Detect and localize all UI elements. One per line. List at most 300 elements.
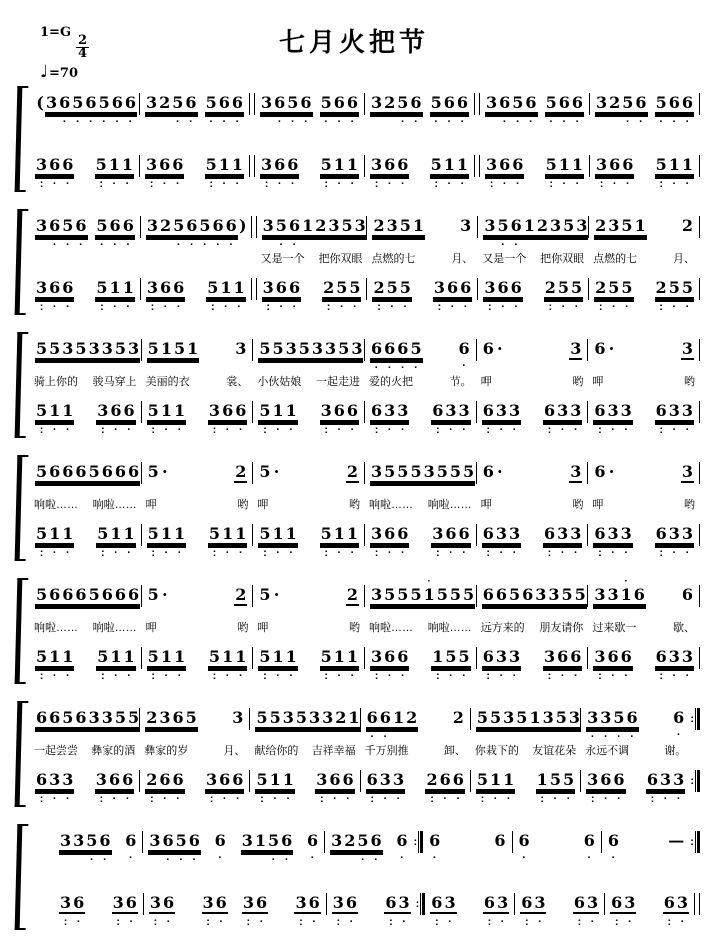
note-digit: 3 — [445, 401, 457, 420]
octave-dot-high — [448, 86, 451, 93]
note-digit: 6 — [681, 585, 694, 604]
note-group — [483, 271, 522, 315]
page-title: 七月火把节 — [278, 27, 429, 57]
lyric-cell — [54, 867, 142, 884]
note — [127, 578, 140, 622]
note — [334, 701, 347, 745]
note — [392, 763, 405, 807]
note — [498, 148, 511, 192]
measure — [257, 209, 367, 253]
note-digit: 6 — [219, 770, 231, 789]
note-digit: 5 — [36, 524, 48, 543]
note — [383, 394, 396, 438]
lyric: 过来歇一 — [592, 622, 637, 634]
octave-dot-low: : — [659, 547, 664, 559]
octave-dot-low: · — [387, 362, 392, 374]
note-digit: 1 — [346, 524, 359, 543]
measure — [365, 640, 476, 684]
note-group — [260, 86, 313, 130]
octave-dot-high — [119, 332, 122, 339]
octave-dot-high — [686, 455, 689, 462]
note-digit: 5 — [256, 708, 268, 727]
note — [425, 763, 438, 807]
octave-dot-low: · — [222, 116, 227, 128]
note-digit: 5 — [490, 708, 502, 727]
note-digit: 6 — [510, 216, 522, 235]
note-digit: 3 — [146, 155, 158, 174]
lyric: 远方来的 — [480, 622, 525, 634]
measure — [140, 86, 249, 130]
note-digit: 3 — [397, 401, 409, 420]
note — [458, 394, 471, 438]
lyric: 呷 — [480, 499, 492, 511]
note-group — [147, 394, 186, 438]
note — [282, 763, 295, 807]
note-group — [205, 86, 244, 130]
octave-dot-low: · — [222, 793, 227, 805]
octave-dot-high — [599, 578, 602, 585]
note-digit: 1 — [392, 708, 405, 727]
note — [586, 763, 599, 807]
octave-dot-high — [450, 517, 453, 524]
note — [482, 640, 495, 684]
note-group — [366, 701, 419, 745]
note-digit: 2 — [406, 708, 418, 727]
barline — [699, 647, 700, 669]
note-digit: 2 — [655, 278, 667, 297]
octave-dot-high — [454, 455, 457, 462]
octave-dot-high — [566, 578, 569, 585]
lyrics-row — [54, 867, 700, 884]
octave-dot-high — [311, 824, 314, 831]
octave-dot-high — [278, 86, 281, 93]
note-group — [315, 763, 354, 807]
note-digit: 5 — [86, 831, 98, 850]
octave-dot-low: : — [210, 301, 215, 313]
octave-dot-low: · — [383, 793, 388, 805]
octave-dot-high — [106, 455, 109, 462]
note-digit: 6 — [274, 93, 286, 112]
note-digit: 1 — [634, 216, 646, 235]
note-digit: 3 — [570, 462, 582, 481]
note — [198, 209, 211, 253]
note-digit: 3 — [681, 339, 694, 358]
note-digit: 5 — [127, 708, 140, 727]
octave-dot-high — [615, 886, 618, 893]
octave-dot-low: · — [189, 116, 193, 128]
octave-dot-high — [264, 455, 267, 462]
note-group — [595, 148, 634, 192]
note-digit: 6 — [308, 893, 320, 912]
note-group — [262, 209, 315, 253]
note — [172, 209, 185, 253]
note — [350, 332, 363, 376]
note-digit: 3 — [332, 893, 344, 912]
note — [383, 578, 396, 622]
octave-dot-low: : — [549, 178, 553, 190]
note-digit: 5 — [681, 278, 693, 297]
note-digit: 1 — [220, 278, 232, 297]
note — [607, 640, 620, 684]
note-digit: 3 — [594, 585, 606, 604]
note-digit: 6 — [366, 708, 378, 727]
measure — [141, 271, 251, 315]
note-digit: 6 — [111, 93, 123, 112]
note-digit: 3 — [681, 524, 694, 543]
note-group — [208, 394, 247, 438]
note — [439, 763, 452, 807]
octave-dot-high — [500, 517, 503, 524]
octave-dot-low: : — [324, 547, 328, 559]
lyric-cell — [513, 867, 601, 884]
octave-dot-high — [487, 394, 490, 401]
note — [160, 394, 173, 438]
note — [370, 148, 383, 192]
note — [175, 824, 188, 868]
note — [260, 148, 273, 192]
measure — [142, 332, 253, 376]
octave-dot-high — [463, 332, 466, 339]
note-digit: 6 — [159, 155, 171, 174]
lyric-cell — [480, 129, 589, 146]
note — [95, 271, 108, 315]
note-group — [370, 394, 409, 438]
note-digit: 6 — [397, 524, 409, 543]
note-digit: 5 — [295, 708, 307, 727]
octave-dot-high — [80, 209, 83, 216]
note — [173, 332, 186, 376]
octave-dot-high — [677, 763, 680, 770]
note-digit: 5 — [259, 524, 271, 543]
note-digit: 2 — [544, 278, 556, 297]
octave-dot-low: · — [279, 239, 284, 251]
note — [436, 455, 449, 499]
octave-dot-high — [547, 701, 550, 708]
octave-dot-low: · — [292, 239, 297, 251]
octave-dot-low — [38, 115, 41, 128]
octave-dot-low: · — [229, 239, 234, 251]
note — [221, 517, 234, 561]
note — [328, 763, 341, 807]
octave-dot-high — [164, 271, 167, 278]
octave-dot-high — [313, 886, 316, 893]
octave-dot-low: : — [540, 793, 545, 805]
note — [285, 517, 298, 561]
note-group — [476, 763, 515, 807]
octave-dot-low: · — [561, 301, 566, 313]
octave-dot-high — [626, 86, 629, 93]
note — [145, 148, 158, 192]
note-group — [520, 886, 546, 930]
note-digit: 3 — [557, 401, 569, 420]
note — [668, 394, 681, 438]
note-digit: 3 — [62, 339, 74, 358]
octave-dot-low: · — [611, 670, 615, 682]
measure — [253, 578, 364, 622]
note-digit: · — [497, 339, 503, 358]
note-digit: 3 — [534, 893, 546, 912]
octave-dot-low: · — [52, 424, 57, 436]
note — [452, 763, 465, 807]
octave-dot-low: : — [263, 547, 267, 559]
note — [569, 394, 582, 438]
note-digit: 5 — [449, 462, 461, 481]
note-digit: 2 — [323, 278, 335, 297]
note-digit: 5 — [341, 216, 353, 235]
note — [149, 886, 162, 930]
note-digit: 5 — [36, 585, 48, 604]
octave-dot-high — [354, 271, 357, 278]
note-group — [255, 701, 308, 745]
note-digit: 1 — [62, 401, 74, 420]
octave-dot-low — [275, 484, 278, 497]
note — [285, 332, 298, 376]
octave-dot-low: · — [235, 178, 240, 190]
octave-dot-low: : — [150, 301, 155, 313]
octave-dot-high — [113, 763, 116, 770]
note — [184, 86, 197, 130]
note-group — [545, 148, 584, 192]
note-digit: 3 — [570, 401, 582, 420]
note — [569, 517, 582, 561]
note — [558, 86, 571, 130]
octave-dot-low: : — [599, 178, 604, 190]
note-digit: 3 — [261, 155, 273, 174]
octave-dot-high — [342, 332, 345, 339]
note-digit: 6 — [159, 770, 171, 789]
lyric-cell — [588, 375, 699, 392]
note — [515, 701, 528, 745]
note-digit: 1 — [123, 524, 135, 543]
octave-dot-high — [415, 455, 418, 462]
note — [160, 640, 173, 684]
note-group — [35, 578, 88, 622]
note-digit: 5 — [96, 216, 108, 235]
octave-dot-high — [591, 701, 594, 708]
octave-dot-low: · — [219, 916, 224, 928]
note-digit: 1 — [571, 155, 583, 174]
octave-dot-high — [163, 148, 166, 155]
octave-dot-high — [246, 824, 249, 831]
octave-dot-high — [264, 517, 267, 524]
note — [383, 517, 396, 561]
note-digit: 6 — [75, 585, 87, 604]
note — [96, 640, 109, 684]
note-digit: 3 — [112, 893, 124, 912]
note-digit: 1 — [536, 770, 548, 789]
octave-dot-low: : — [389, 916, 393, 928]
note — [61, 209, 74, 253]
note-digit: 6 — [342, 770, 354, 789]
lyric: 响啦…… — [34, 622, 78, 634]
note — [496, 886, 509, 930]
octave-dot-low: : — [489, 178, 494, 190]
octave-dot-high — [163, 455, 166, 462]
octave-dot-low: · — [573, 424, 578, 436]
note — [533, 886, 546, 930]
note — [383, 640, 396, 684]
octave-dot-high — [40, 209, 43, 216]
note — [495, 640, 508, 684]
note — [498, 86, 511, 130]
lower-voice-row — [30, 763, 700, 807]
octave-dot-low: · — [324, 116, 328, 128]
octave-dot-high — [106, 578, 109, 585]
note-digit: 6 — [162, 831, 174, 850]
note — [58, 86, 71, 130]
octave-dot-low: · — [626, 178, 630, 190]
lyric: 点燃的七 — [593, 253, 638, 265]
octave-dot-high — [351, 517, 354, 524]
lyric: 呷 — [480, 376, 492, 388]
note — [383, 332, 396, 376]
note-group — [370, 86, 423, 130]
note-digit: 5 — [563, 216, 575, 235]
note-group — [543, 640, 582, 684]
note-group — [311, 332, 364, 376]
note-digit: ) — [239, 216, 247, 235]
octave-dot-low: : — [299, 916, 303, 928]
measure — [140, 701, 249, 745]
note-digit: 6 — [214, 831, 226, 850]
note — [327, 209, 340, 253]
note-digit: 5 — [208, 524, 221, 543]
note-digit: 3 — [261, 93, 273, 112]
octave-dot-low: · — [115, 116, 120, 128]
octave-dot-low: · — [506, 793, 511, 805]
lyric-cell — [365, 621, 476, 638]
note-digit: 5 — [384, 462, 396, 481]
note — [612, 701, 625, 745]
note-digit: 6 — [218, 93, 230, 112]
note-group — [320, 86, 359, 130]
note-digit: 3 — [371, 647, 383, 666]
note-group — [545, 86, 584, 130]
note-digit: 5 — [97, 524, 109, 543]
octave-dot-low — [610, 361, 613, 374]
octave-dot-high — [90, 86, 93, 93]
barline — [699, 278, 700, 300]
octave-dot-high — [567, 209, 570, 216]
octave-dot-high — [167, 824, 170, 831]
note-group — [370, 148, 409, 192]
measure — [54, 824, 142, 868]
note — [109, 640, 122, 684]
note-group — [583, 824, 596, 866]
octave-dot-low: · — [66, 424, 70, 436]
note-group — [88, 701, 141, 745]
octave-dot-high — [223, 763, 226, 770]
octave-dot-high — [154, 824, 157, 831]
octave-dot-high — [463, 640, 466, 647]
note-group — [536, 763, 575, 807]
note — [569, 455, 582, 499]
note — [574, 578, 587, 622]
octave-dot-high — [104, 824, 107, 831]
note-digit: 3 — [624, 893, 636, 912]
note-digit: 6 — [114, 585, 126, 604]
octave-dot-low: : — [374, 670, 379, 682]
octave-dot-high — [306, 209, 309, 216]
octave-dot-high — [220, 886, 223, 893]
note-digit: 6 — [125, 831, 137, 850]
note — [122, 209, 135, 253]
note-group — [59, 824, 112, 868]
note-digit: 6 — [122, 770, 134, 789]
octave-dot-high — [325, 394, 328, 401]
octave-dot-high — [64, 886, 67, 893]
octave-dot-high — [101, 640, 104, 647]
note-digit: 6 — [633, 585, 645, 604]
octave-dot-low: · — [617, 793, 621, 805]
octave-dot-high — [464, 209, 467, 216]
lyric-cell — [367, 252, 477, 269]
octave-dot-high — [375, 148, 378, 155]
octave-dot-low: : — [435, 916, 439, 928]
octave-dot-high — [53, 640, 56, 647]
octave-dot-low: · — [66, 547, 70, 559]
score — [0, 84, 708, 930]
note-digit: 1 — [529, 708, 541, 727]
octave-dot-high — [494, 763, 497, 770]
note-digit: 2 — [426, 770, 438, 789]
note-digit: 1 — [333, 155, 345, 174]
note — [271, 578, 281, 622]
octave-dot-low: · — [374, 362, 379, 374]
octave-dot-low: · — [127, 547, 131, 559]
octave-dot-low: · — [401, 362, 405, 374]
octave-dot-low: · — [432, 852, 437, 864]
octave-dot-low: : — [659, 178, 663, 190]
note — [449, 578, 462, 622]
octave-dot-low: : — [263, 424, 267, 436]
note — [556, 517, 569, 561]
note-group — [95, 271, 134, 315]
music-system — [16, 824, 700, 930]
note — [238, 209, 248, 253]
octave-dot-low: · — [501, 239, 505, 251]
octave-dot-high — [339, 701, 342, 708]
note — [301, 209, 314, 253]
note-digit: 1 — [620, 585, 632, 604]
octave-dot-high — [401, 86, 404, 93]
note — [634, 86, 647, 130]
octave-dot-low: · — [224, 301, 228, 313]
note — [593, 455, 606, 499]
note-digit: 3 — [322, 708, 334, 727]
octave-dot-high — [507, 763, 510, 770]
note — [348, 271, 361, 315]
octave-dot-high — [574, 332, 577, 339]
note-group — [208, 517, 247, 561]
note-digit: 1 — [49, 524, 61, 543]
note-digit: 1 — [187, 339, 199, 358]
octave-dot-low: : — [212, 424, 217, 436]
octave-dot-high — [191, 332, 194, 339]
note-digit: 6 — [274, 155, 286, 174]
note-digit: 5 — [463, 462, 475, 481]
octave-dot-high — [126, 148, 129, 155]
octave-dot-low: : — [434, 178, 438, 190]
octave-dot-high — [612, 209, 615, 216]
measure — [515, 886, 604, 930]
note-digit: 2 — [315, 216, 327, 235]
note — [145, 763, 158, 807]
note-group — [370, 578, 423, 622]
octave-dot-high — [626, 148, 629, 155]
octave-dot-low — [610, 484, 613, 497]
octave-dot-low: · — [401, 424, 405, 436]
